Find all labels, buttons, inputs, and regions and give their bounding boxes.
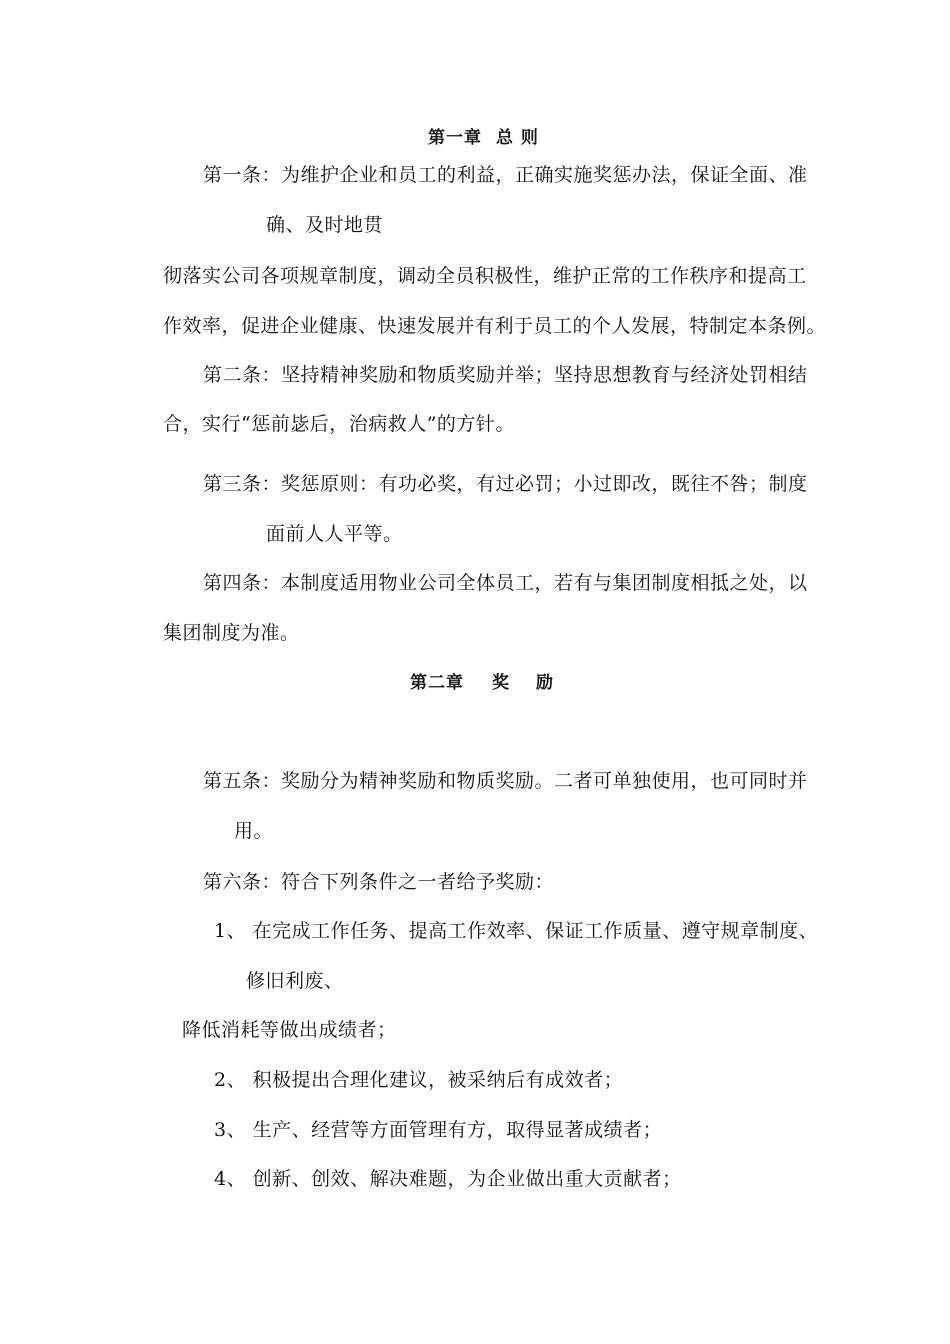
- article-2-line-1: 第二条：坚持精神奖励和物质奖励并举；坚持思想教育与经济处罚相结: [203, 364, 808, 386]
- reward-item-1-line-3: 降低消耗等做出成绩者；: [182, 1019, 397, 1041]
- article-5-line-2: 用。: [234, 820, 274, 842]
- article-1-line-4: 作效率，促进企业健康、快速发展并有利于员工的个人发展，特制定本条例。: [163, 315, 827, 337]
- article-1-line-1: 第一条：为维护企业和员工的利益，正确实施奖惩办法，保证全面、准: [203, 164, 808, 186]
- reward-item-2: 2、 积极提出合理化建议，被采纳后有成效者；: [214, 1069, 624, 1091]
- article-6-line-1: 第六条：符合下列条件之一者给予奖励：: [203, 871, 555, 893]
- chapter-2-number: 第二章: [410, 673, 464, 693]
- chapter-1-heading: [428, 126, 539, 150]
- reward-item-1-line-2: 修旧利废、: [246, 970, 344, 992]
- article-1-line-3: 彻落实公司各项规章制度，调动全员积极性，维护正常的工作秩序和提高工: [163, 265, 807, 287]
- chapter-2-title-char-2: 励: [536, 673, 554, 693]
- chapter-2-heading: [410, 671, 554, 695]
- reward-item-1-line-1: 1、 在完成工作任务、提高工作效率、保证工作质量、遵守规章制度、: [214, 920, 819, 942]
- article-5-line-1: 第五条：奖励分为精神奖励和物质奖励。二者可单独使用，也可同时并: [203, 770, 808, 792]
- chapter-2-title-char-1: 奖: [492, 673, 510, 693]
- article-3-line-2: 面前人人平等。: [266, 523, 403, 545]
- article-3-line-1: 第三条：奖惩原则：有功必奖，有过必罚；小过即改，既往不咎；制度: [203, 473, 808, 495]
- reward-item-4: 4、 创新、创效、解决难题，为企业做出重大贡献者；: [214, 1168, 682, 1190]
- article-1-line-2: 确、及时地贯: [266, 214, 384, 236]
- article-2-line-2: 合，实行“惩前毖后，治病救人”的方针。: [163, 413, 515, 435]
- chapter-1-title: 总 则: [496, 128, 539, 148]
- article-4-line-1: 第四条：本制度适用物业公司全体员工，若有与集团制度相抵之处，以: [203, 572, 808, 594]
- chapter-1-number: 第一章: [428, 128, 482, 148]
- reward-item-3: 3、 生产、经营等方面管理有方，取得显著成绩者；: [214, 1119, 663, 1141]
- article-4-line-2: 集团制度为准。: [163, 622, 300, 644]
